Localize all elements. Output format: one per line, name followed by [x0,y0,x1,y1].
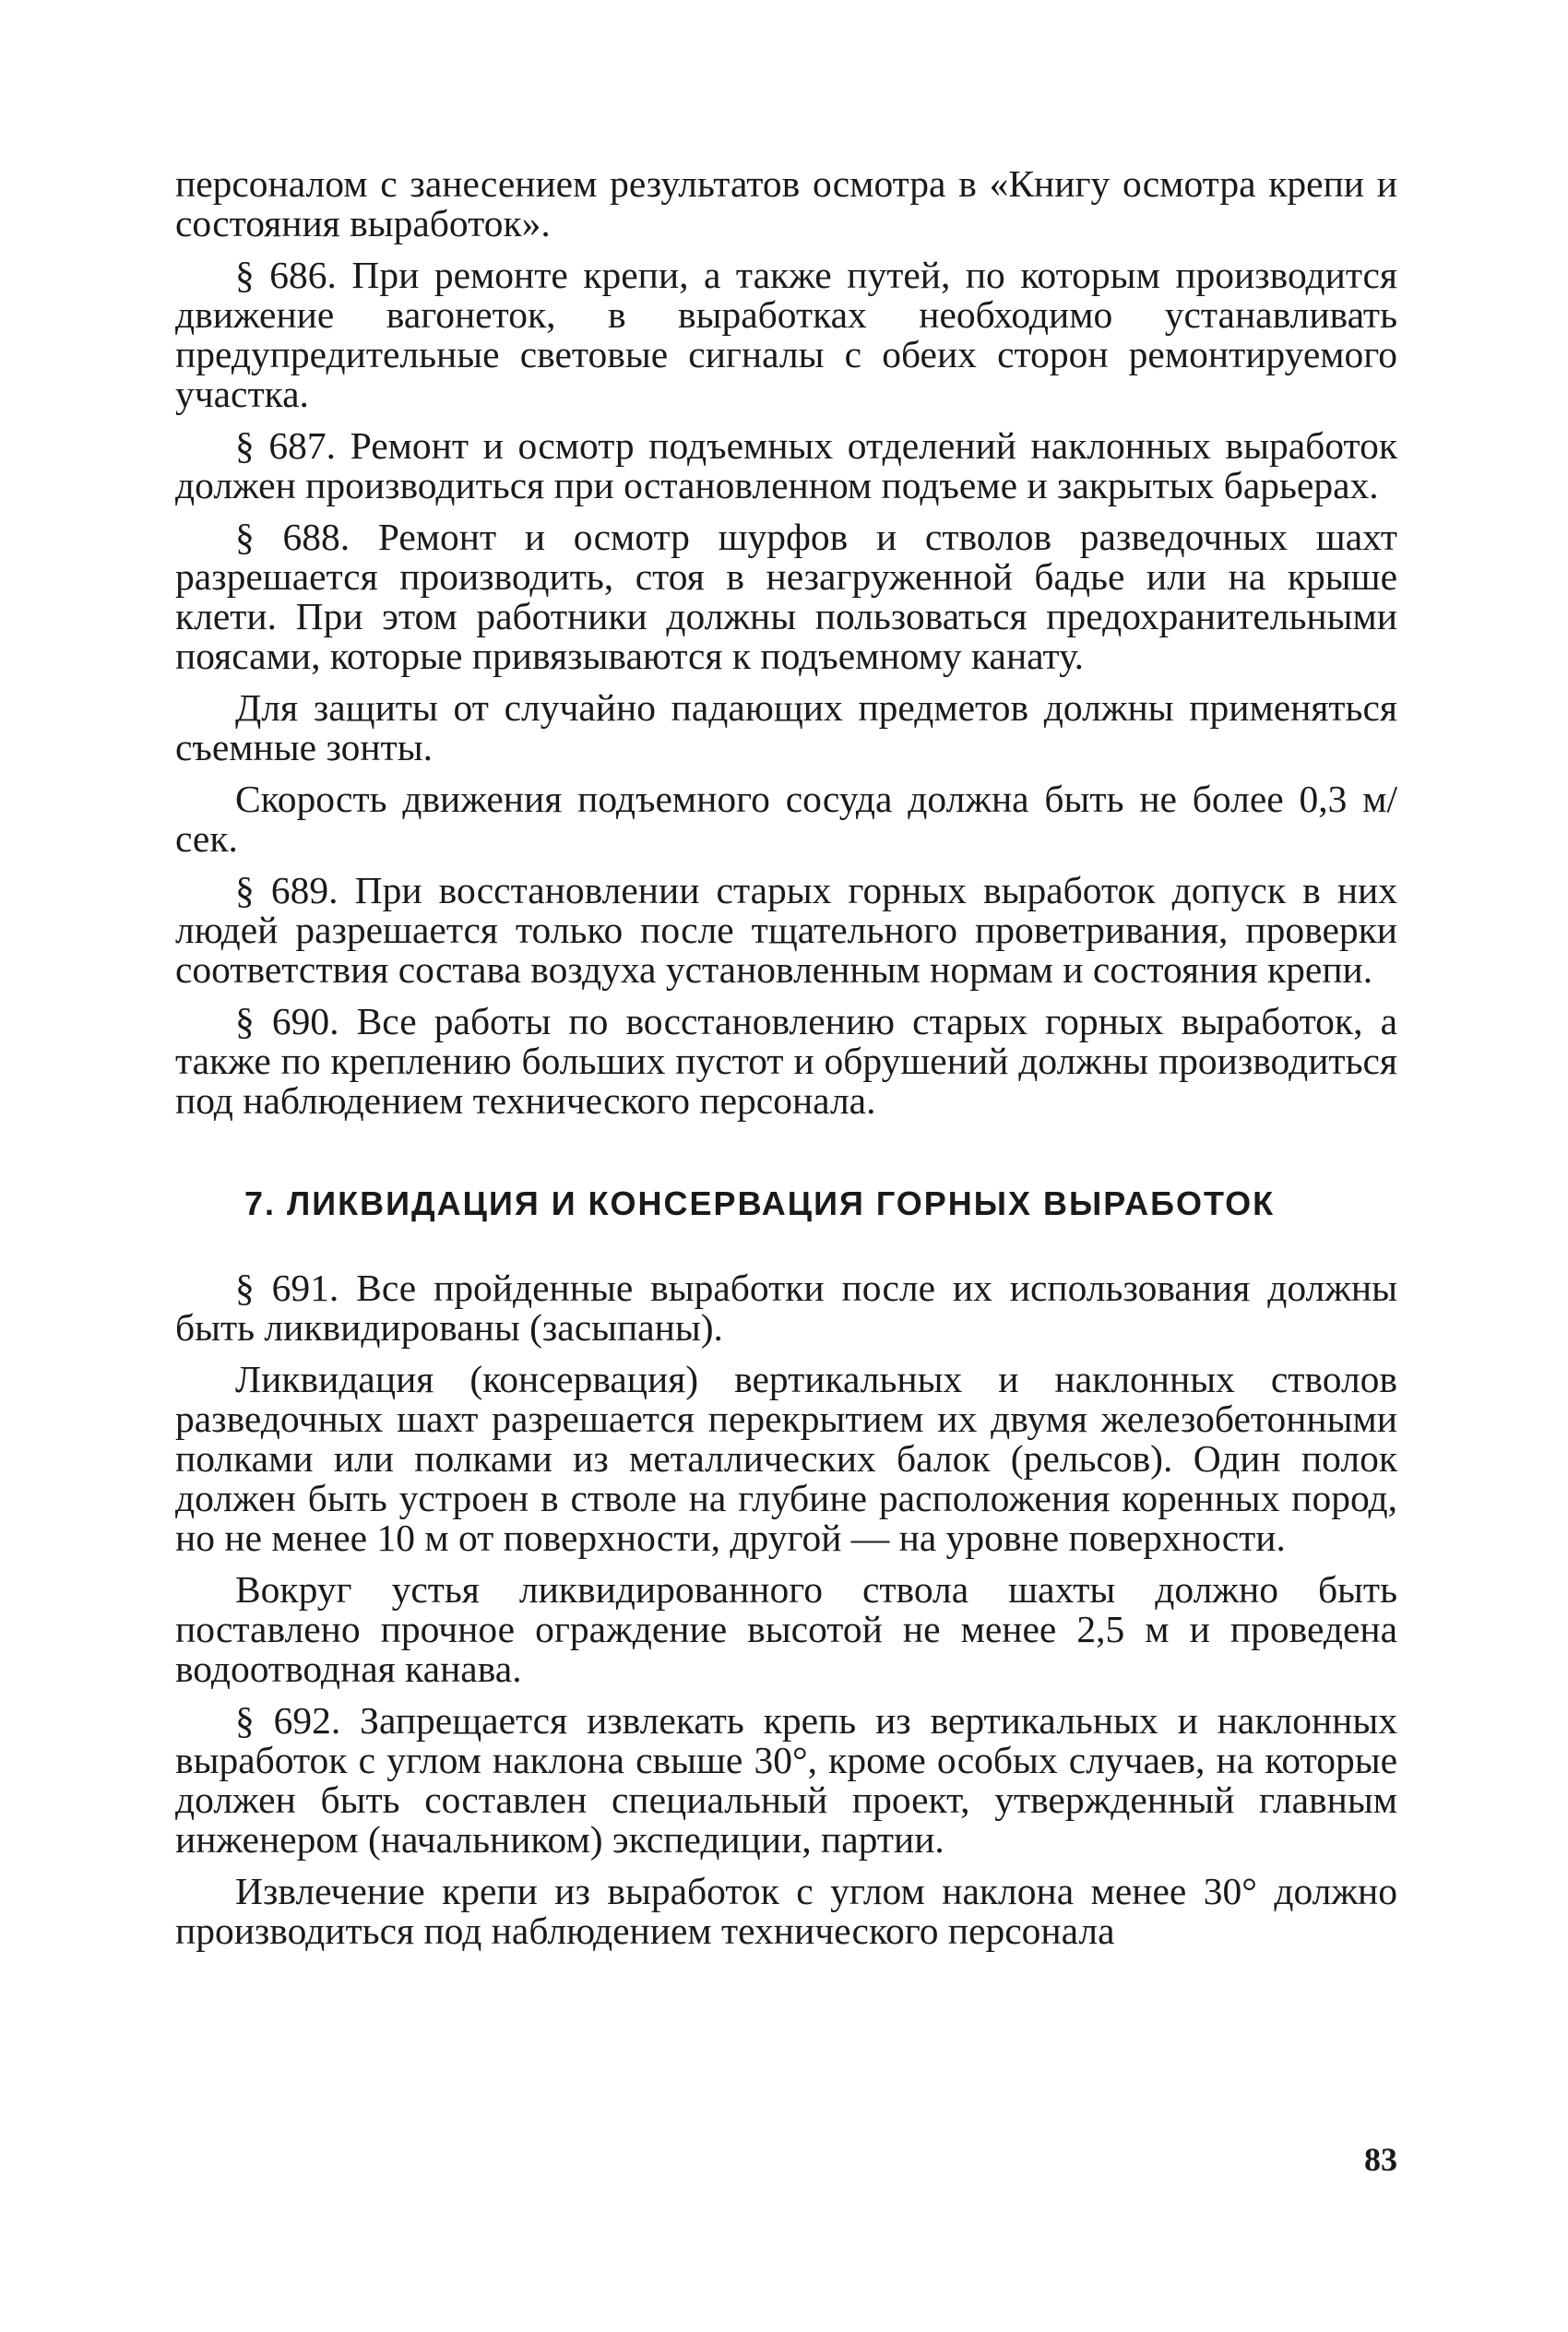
paragraph-687: § 687. Ремонт и осмотр подъемных отделений наклонных выработок должен производиться при остановленном подъеме и закрытых барьерах. [175,424,1397,506]
paragraph-688: § 688. Ремонт и осмотр шурфов и стволов разведочных шахт разрешается производить, стоя в незагруженной бадье или на крыше клети. При этом работники должны пользоваться предохранительными поясами, которые привязываются к подъемному канату. [175,516,1397,677]
paragraph-fencing: Вокруг устья ликвидированного ствола шахты должно быть поставлено прочное ограждение высотой не менее 2,5 м и проведена водоотводная канава. [175,1568,1397,1690]
page-number: 83 [1364,2141,1397,2178]
paragraph-liquidation: Ликвидация (консервация) вертикальных и наклонных стволов разведочных шахт разрешается перекрытием их двумя железобетонными полками или полками из металлических балок (рельсов). Один полок должен быть устроен в стволе на глубине расположения коренных пород, но не менее 10 м от поверхности, другой — на уровне поверхности. [175,1358,1397,1559]
paragraph-692: § 692. Запрещается извлекать крепь из вертикальных и наклонных выработок с углом наклона свыше 30°, кроме особых случаев, на которые должен быть составлен специальный проект, утвержденный главным инженером (начальником) экспедиции, партии. [175,1699,1397,1861]
paragraph-continuation: персоналом с занесением результатов осмотра в «Книгу осмотра крепи и состояния выработок». [175,162,1397,244]
paragraph-689: § 689. При восстановлении старых горных выработок допуск в них людей разрешается только после тщательного проветривания, проверки соответствия состава воздуха установленным нормам и состояния крепи. [175,869,1397,991]
paragraph-686: § 686. При ремонте крепи, а также путей, по которым производится движение вагонеток, в выработках необходимо устанавливать предупредительные световые сигналы с обеих сторон ремонтируемого участка. [175,254,1397,415]
paragraph-protective-umbrellas: Для защиты от случайно падающих предметов должны применяться съемные зонты. [175,686,1397,768]
paragraph-vessel-speed: Скорость движения подъемного сосуда должна быть не более 0,3 м/сек. [175,778,1397,860]
paragraph-690: § 690. Все работы по восстановлению старых горных выработок, а также по креплению больших пустот и обрушений должны производиться под наблюдением технического персонала. [175,1000,1397,1122]
section-heading: 7. ЛИКВИДАЦИЯ И КОНСЕРВАЦИЯ ГОРНЫХ ВЫРАБОТОК [244,1184,1276,1222]
document-page [175,164,1397,1963]
paragraph-support-extraction: Извлечение крепи из выработок с углом наклона менее 30° должно производиться под наблюдением технического персонала [175,1870,1397,1952]
paragraph-691: § 691. Все пройденные выработки после их использования должны быть ликвидированы (засыпаны). [175,1267,1397,1349]
